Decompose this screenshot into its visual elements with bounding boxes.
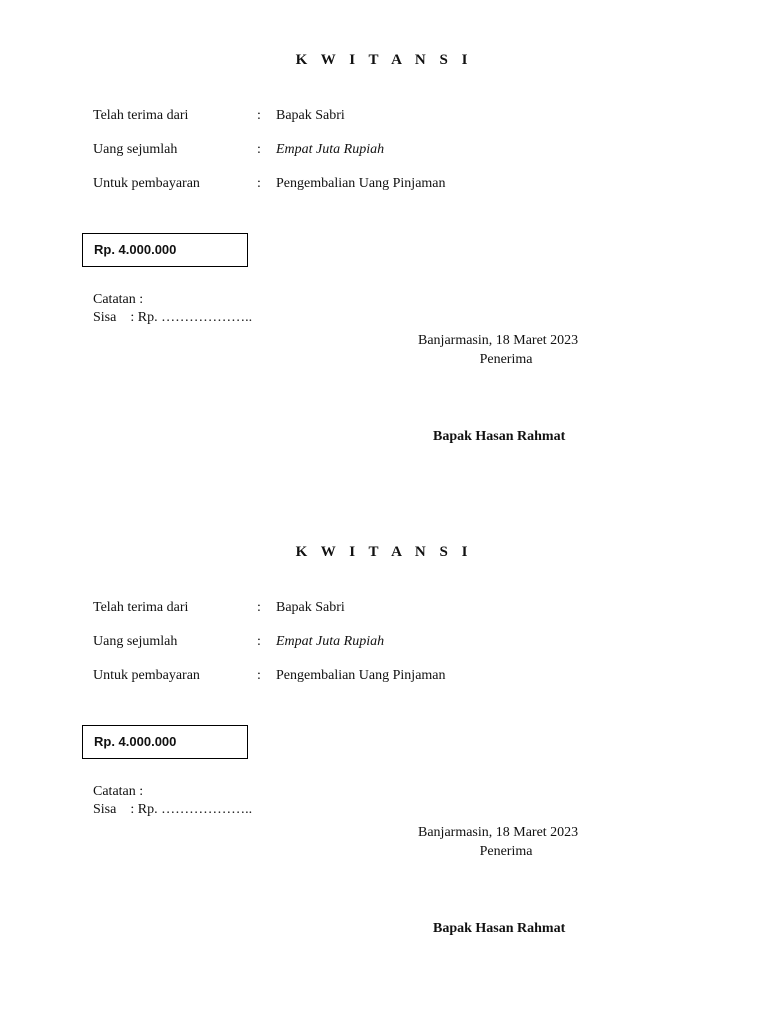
amount-box xyxy=(82,725,248,759)
note-label: Catatan : xyxy=(93,292,144,307)
field-colon: : xyxy=(257,108,261,123)
field-value: Empat Juta Rupiah xyxy=(276,142,385,157)
field-colon: : xyxy=(257,142,261,157)
receiver-title: Penerima xyxy=(479,844,533,859)
field-label: Telah terima dari xyxy=(93,600,189,615)
field-colon: : xyxy=(257,176,261,191)
field-colon: : xyxy=(257,634,261,649)
receiver-title: Penerima xyxy=(479,352,533,367)
field-colon: : xyxy=(257,600,261,615)
remainder-line: Sisa : Rp. ……………….. xyxy=(93,802,253,817)
field-label: Untuk pembayaran xyxy=(93,668,200,683)
receipt xyxy=(0,492,768,984)
amount-value: Rp. 4.000.000 xyxy=(94,242,177,257)
receiver-name: Bapak Hasan Rahmat xyxy=(433,921,566,936)
field-label: Untuk pembayaran xyxy=(93,176,200,191)
amount-value: Rp. 4.000.000 xyxy=(94,734,177,749)
receiver-name: Bapak Hasan Rahmat xyxy=(433,429,566,444)
field-label: Uang sejumlah xyxy=(93,634,178,649)
field-value: Bapak Sabri xyxy=(276,600,345,615)
field-colon: : xyxy=(257,668,261,683)
field-value: Pengembalian Uang Pinjaman xyxy=(276,668,446,683)
field-value: Bapak Sabri xyxy=(276,108,345,123)
receipt-title: K W I T A N S I xyxy=(295,544,473,560)
place-date: Banjarmasin, 18 Maret 2023 xyxy=(418,825,579,840)
receipt xyxy=(0,0,768,492)
note-label: Catatan : xyxy=(93,784,144,799)
amount-box xyxy=(82,233,248,267)
remainder-line: Sisa : Rp. ……………….. xyxy=(93,310,253,325)
place-date: Banjarmasin, 18 Maret 2023 xyxy=(418,333,579,348)
field-label: Telah terima dari xyxy=(93,108,189,123)
field-value: Empat Juta Rupiah xyxy=(276,634,385,649)
field-value: Pengembalian Uang Pinjaman xyxy=(276,176,446,191)
receipt-title: K W I T A N S I xyxy=(295,52,473,68)
field-label: Uang sejumlah xyxy=(93,142,178,157)
